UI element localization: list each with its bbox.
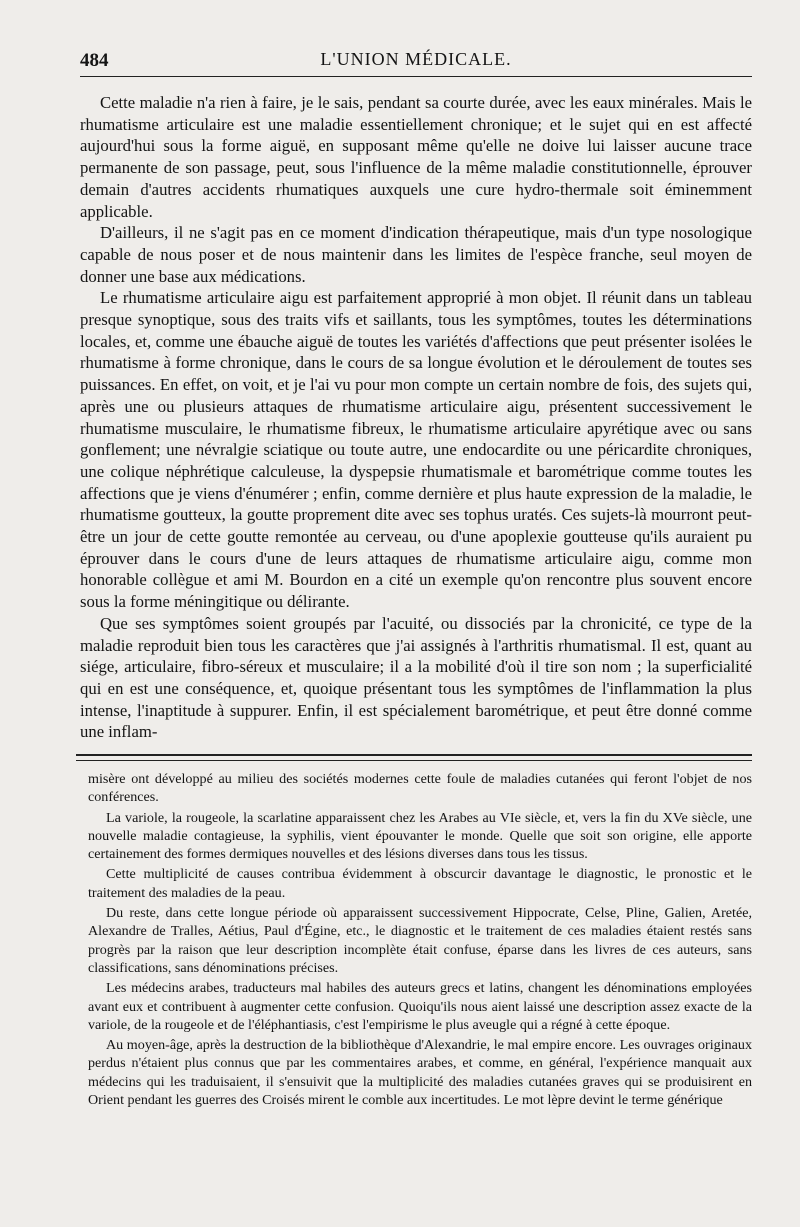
running-title: L'UNION MÉDICALE. bbox=[320, 49, 512, 69]
main-text bbox=[80, 92, 752, 743]
paragraph: D'ailleurs, il ne s'agit pas en ce moment d'indication thérapeutique, mais d'un type nosologique capable de nous poser et de nous maintenir dans les limites de l'espèce franche, seul moyen de donner une base aux médications. bbox=[80, 223, 752, 286]
footnote-paragraph: misère ont développé au milieu des sociétés modernes cette foule de maladies cutanées qui feront l'objet de nos conférences. bbox=[88, 771, 752, 806]
paragraph: Cette maladie n'a rien à faire, je le sais, pendant sa courte durée, avec les eaux minérales. Mais le rhumatisme articulaire est une maladie essentiellement chronique; et le sujet qui en est affecté aujourd'hui sous la forme aiguë, en supposant même qu'elle ne doive lui laisser aucune trace permanente de son passage, peut, sous l'influence de la même maladie constitutionnelle, éprouver demain d'autres accidents rhumatiques auxquels une cure hydro-thermale soit éminemment applicable. bbox=[80, 93, 752, 221]
footnote-paragraph: La variole, la rougeole, la scarlatine apparaissent chez les Arabes au VIe siècle, et, vers la fin du XVe siècle, une nouvelle maladie contagieuse, la syphilis, vient épouvanter le monde. Quelle que soit son origine, elle apporte certainement des formes dermiques nouvelles et des lésions diverses dans tous les tissus. bbox=[88, 809, 752, 863]
footnote-paragraph: Les médecins arabes, traducteurs mal habiles des auteurs grecs et latins, changent les dénominations employées avant eux et contribuent à augmenter cette confusion. Quoiqu'ils nous aient laissé une description assez exacte de la variole, de la rougeole et de l'éléphantiasis, c'est l'empirisme le plus aveugle qui a régné à cette époque. bbox=[88, 980, 752, 1033]
page-header bbox=[80, 46, 752, 77]
page-number: 484 bbox=[80, 50, 109, 71]
footnote-paragraph: Cette multiplicité de causes contribua évidemment à obscurcir davantage le diagnostic, le pronostic et le traitement des maladies de la peau. bbox=[88, 866, 752, 901]
paragraph: Que ses symptômes soient groupés par l'acuité, ou dissociés par la chronicité, ce type de la maladie reproduit bien tous les caractères que j'ai assignés à l'arthritis rhumatismal. Il est, quant au siége, articulaire, fibro-séreux et musculaire; il a la mobilité d'où il tire son nom ; la superficialité qui en est une conséquence, et, quoique présentant tous les symptômes de l'inflammation la plus intense, l'inaptitude à suppurer. Enfin, il est spécialement barométrique, et peut être donné comme une inflam- bbox=[80, 613, 752, 742]
footnote-paragraph: Au moyen-âge, après la destruction de la bibliothèque d'Alexandrie, le mal empire encore. Les ouvrages originaux perdus n'étaient plus connus que par les commentaires arabes, et comme, en général, l'expérience manquait aux médecins qui les traduisaient, il s'ensuivit que la multiplicité des maladies cutanées graves qui se produisirent en Orient pendant les guerres des Croisés mirent le comble aux incertitudes. Le mot lèpre devint le terme générique bbox=[88, 1037, 752, 1109]
paragraph: Le rhumatisme articulaire aigu est parfaitement approprié à mon objet. Il réunit dans un tableau presque synoptique, sous des traits vifs et saillants, tous les symptômes, toutes les déterminations locales, et, comme une ébauche aiguë de toutes les variétés d'affections que peut présenter isolées le rhumatisme à forme chronique, dans le cours de sa longue évolution et le déroulement de toutes ses puissances. En effet, on voit, et je l'ai vu pour mon compte un certain nombre de fois, des sujets qui, après une ou plusieurs attaques de rhumatisme articulaire aigu, présentent successivement le rhumatisme musculaire, le rhumatisme fibreux, le rhumatisme articulaire apyrétique avec ou sans gonflement; une névralgie sciatique ou toute autre, une endocardite ou une péricardite chroniques, une colique néphrétique calculeuse, la dyspepsie rhumatismale et barométrique comme toutes les affections que je viens d'énumérer ; enfin, comme dernière et plus haute expression de la maladie, le rhumatisme goutteux, la goutte proprement dite avec ses tophus uratés. Ces sujets-là mourront peut-être un jour de cette goutte remontée au cerveau, ou d'une apoplexie goutteuse qu'ils auraient pu éprouver dans le cours d'une de leurs attaques de rhumatisme articulaire aigu, comme mon honorable collègue et ami M. Bourdon en a cité un exemple qu'on rencontre plus souvent encore sous la forme méningitique ou délirante. bbox=[80, 288, 752, 612]
footnote-divider bbox=[76, 754, 752, 761]
footnote-text bbox=[88, 770, 752, 1111]
footnote-paragraph: Du reste, dans cette longue période où apparaissent successivement Hippocrate, Celse, Pline, Galien, Aretée, Alexandre de Tralles, Aétius, Paul d'Égine, etc., le diagnostic et le traitement de ces maladies étaient restés sans progrès par la raison que leur description incomplète était confuse, éparse dans les livres de ces auteurs, sans classifications, sans dénominations précises. bbox=[88, 905, 752, 976]
